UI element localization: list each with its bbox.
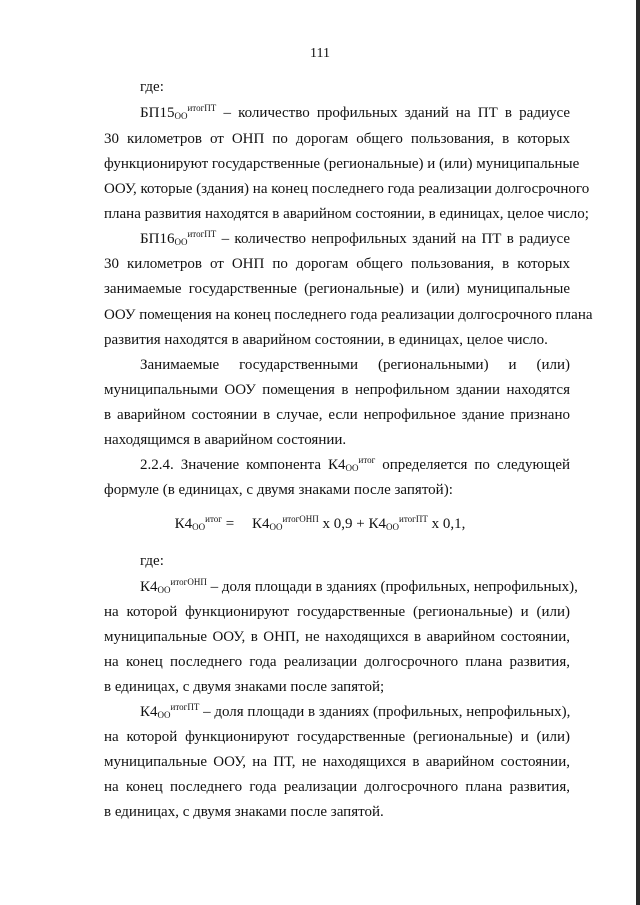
page-number: 111: [310, 46, 330, 61]
scan-edge: [636, 0, 640, 905]
section-2-2-4-line-1: 2.2.4. Значение компонента $К4_{ОО}^{итог}$ определяется по следующей: [140, 455, 570, 473]
k4-formula: $К4_{ОО}^{итог} = К4_{ОО}^{итогОНП}$ х $0,9 + К4_{ОО}^{итогПТ}$ х 0,1,: [174, 514, 466, 532]
bp16-definition-line-3: занимаемые государственные (региональные) и (или) муниципальные: [104, 281, 570, 297]
k4onp-definition-line-2: на которой функционируют государственные (региональные) и (или): [104, 604, 570, 620]
occupied-paragraph-line-4: находящимся в аварийном состоянии.: [104, 432, 347, 448]
occupied-paragraph-line-2: муниципальными ООУ помещения в непрофильном здании находятся: [104, 382, 570, 398]
bp16-definition-line-4: ООУ помещения на конец последнего года реализации долгосрочного плана: [104, 307, 593, 323]
k4pt-definition-line-4: на конец последнего года реализации долгосрочного плана развития,: [104, 779, 570, 795]
bp16-definition-line-2: 30 километров от ОНП по дорогам общего пользования, в которых: [104, 256, 570, 272]
occupied-paragraph-line-1: Занимаемые государственными (региональными) и (или): [140, 357, 570, 373]
section-2-2-4-line-2: формуле (в единицах, с двумя знаками после запятой):: [104, 482, 453, 498]
k4onp-definition-line-1: $К4_{ОО}^{итогОНП}$ – доля площади в зданиях (профильных, непрофильных),: [140, 577, 578, 595]
bp16-definition-line-5: развития находятся в аварийном состоянии, в единицах, целое число.: [104, 332, 548, 348]
bp15-definition-line-2: 30 километров от ОНП по дорогам общего пользования, в которых: [104, 131, 570, 147]
k4onp-definition-line-4: на конец последнего года реализации долгосрочного плана развития,: [104, 654, 570, 670]
bp15-definition-line-1: $БП15_{ОО}^{итогПТ}$ – количество профильных зданий на ПТ в радиусе: [140, 103, 570, 121]
k4onp-definition-line-3: муниципальные ООУ, в ОНП, не находящихся в аварийном состоянии,: [104, 629, 570, 645]
k4pt-definition-line-1: $К4_{ОО}^{итогПТ}$ – доля площади в зданиях (профильных, непрофильных),: [140, 702, 571, 720]
bp16-definition-line-1: $БП16_{ОО}^{итогПТ}$ – количество непрофильных зданий на ПТ в радиусе: [140, 229, 570, 247]
bp15-definition-line-4: ООУ, которые (здания) на конец последнего года реализации долгосрочного: [104, 181, 590, 197]
k4pt-definition-line-3: муниципальные ООУ, на ПТ, не находящихся в аварийном состоянии,: [104, 754, 570, 770]
occupied-paragraph-line-3: в аварийном состоянии в случае, если непрофильное здание признано: [104, 407, 570, 423]
bp15-definition-line-5: плана развития находятся в аварийном состоянии, в единицах, целое число;: [104, 206, 589, 222]
where-label-2: где:: [140, 553, 164, 569]
k4pt-definition-line-2: на которой функционируют государственные (региональные) и (или): [104, 729, 570, 745]
k4onp-definition-line-5: в единицах, с двумя знаками после запятой;: [104, 679, 385, 695]
bp15-definition-line-3: функционируют государственные (региональные) и (или) муниципальные: [104, 156, 580, 172]
k4pt-definition-line-5: в единицах, с двумя знаками после запятой.: [104, 804, 384, 820]
where-label: где:: [140, 79, 164, 95]
